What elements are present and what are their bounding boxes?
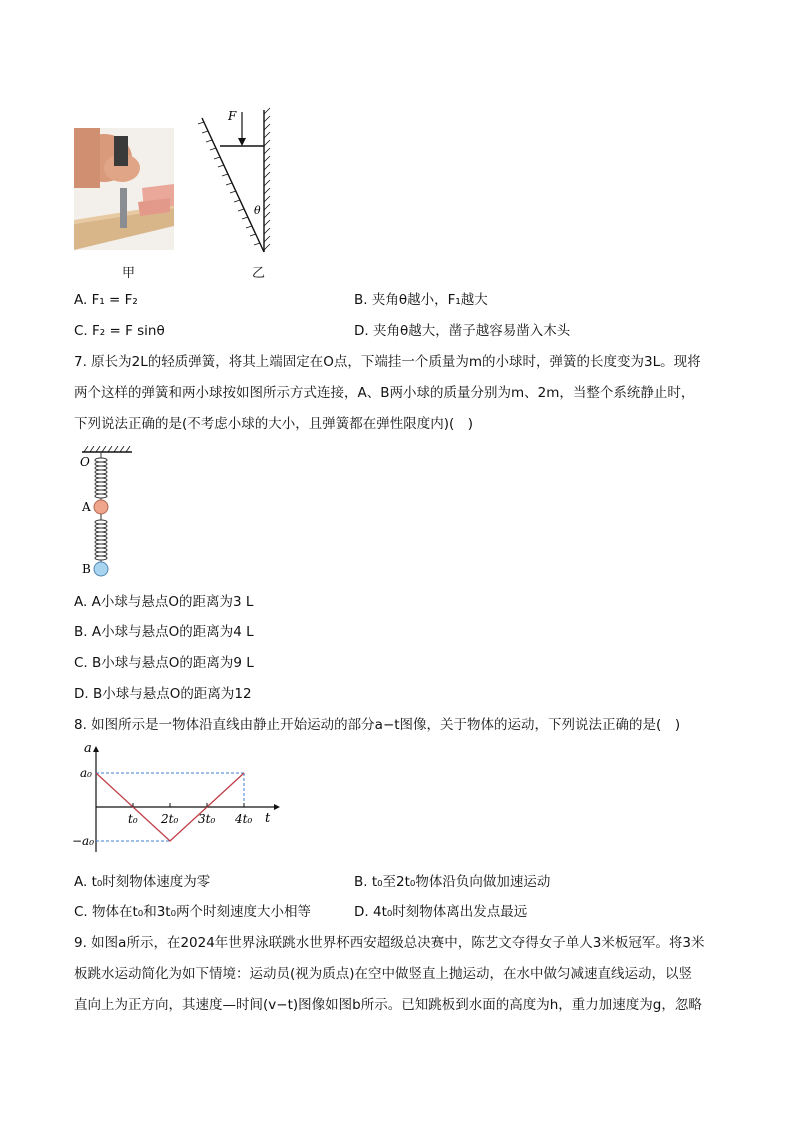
- x-axis-label: t: [265, 811, 271, 826]
- q9-stem-line2: 板跳水运动简化为如下情境：运动员(视为质点)在空中做竖直上抛运动，在水中做匀减速直线运动，以竖: [74, 966, 693, 982]
- y-tick-label: −a₀: [72, 834, 95, 848]
- label-O: O: [80, 455, 90, 469]
- q8-option-c[interactable]: C. 物体在t₀和3t₀两个时刻速度大小相等: [74, 904, 312, 920]
- x-tick-label: t₀: [128, 812, 138, 826]
- y-tick-label: a₀: [80, 766, 92, 780]
- x-tick-label: 3t₀: [198, 812, 216, 826]
- q8-stem: 8. 如图所示是一物体沿直线由静止开始运动的部分a−t图像，关于物体的运动，下列说法正确的是( ): [74, 717, 681, 733]
- q7-option-a[interactable]: A. A小球与悬点O的距离为3 L: [74, 594, 254, 610]
- q9-stem-line3: 直向上为正方向，其速度—时间(v−t)图像如图b所示。已知跳板到水面的高度为h，重力加速度为g，忽略: [74, 997, 702, 1013]
- q6-option-a[interactable]: A. F₁ = F₂: [74, 292, 138, 308]
- q6-option-c[interactable]: C. F₂ = F sinθ: [74, 323, 165, 339]
- q7-stem-line2: 两个这样的弹簧和两小球按如图所示方式连接，A、B两小球的质量分别为m、2m，当整个系统静止时，: [74, 385, 695, 401]
- label-B: B: [82, 562, 91, 576]
- q7-option-c[interactable]: C. B小球与悬点O的距离为9 L: [74, 655, 254, 671]
- q6-option-b[interactable]: B. 夹角θ越小，F₁越大: [354, 292, 488, 308]
- caption-jia: 甲: [122, 266, 136, 281]
- wedge-diagram: [196, 106, 280, 256]
- q7-stem-line1: 7. 原长为2L的轻质弹簧，将其上端固定在O点，下端挂一个质量为m的小球时，弹簧的长度变为3L。现将: [74, 354, 701, 370]
- label-A: A: [82, 500, 91, 514]
- caption-yi: 乙: [252, 266, 266, 281]
- q7-option-d[interactable]: D. B小球与悬点O的距离为12: [74, 686, 252, 702]
- q9-stem-line1: 9. 如图a所示，在2024年世界泳联跳水世界杯西安超级总决赛中，陈艺文夺得女子单人3米板冠军。将3米: [74, 935, 705, 951]
- force-label: F: [228, 109, 237, 123]
- a-t-chart: [70, 738, 290, 858]
- q8-option-d[interactable]: D. 4t₀时刻物体离出发点最远: [354, 904, 528, 920]
- q7-stem-line3: 下列说法正确的是(不考虑小球的大小，且弹簧都在弹性限度内)( ): [74, 416, 474, 432]
- x-axis-arrow: [274, 804, 280, 810]
- q6-option-d[interactable]: D. 夹角θ越大，凿子越容易凿入木头: [354, 323, 571, 339]
- x-tick-label: 2t₀: [161, 812, 179, 826]
- q8-option-b[interactable]: B. t₀至2t₀物体沿负向做加速运动: [354, 874, 551, 890]
- spring-diagram: [76, 446, 136, 582]
- theta-label: θ: [254, 204, 261, 217]
- chisel-photo: [74, 128, 174, 250]
- y-axis-arrow: [93, 746, 99, 752]
- q7-option-b[interactable]: B. A小球与悬点O的距离为4 L: [74, 624, 254, 640]
- y-axis-label: a: [84, 741, 92, 756]
- q8-option-a[interactable]: A. t₀时刻物体速度为零: [74, 874, 211, 890]
- x-tick-label: 4t₀: [235, 812, 253, 826]
